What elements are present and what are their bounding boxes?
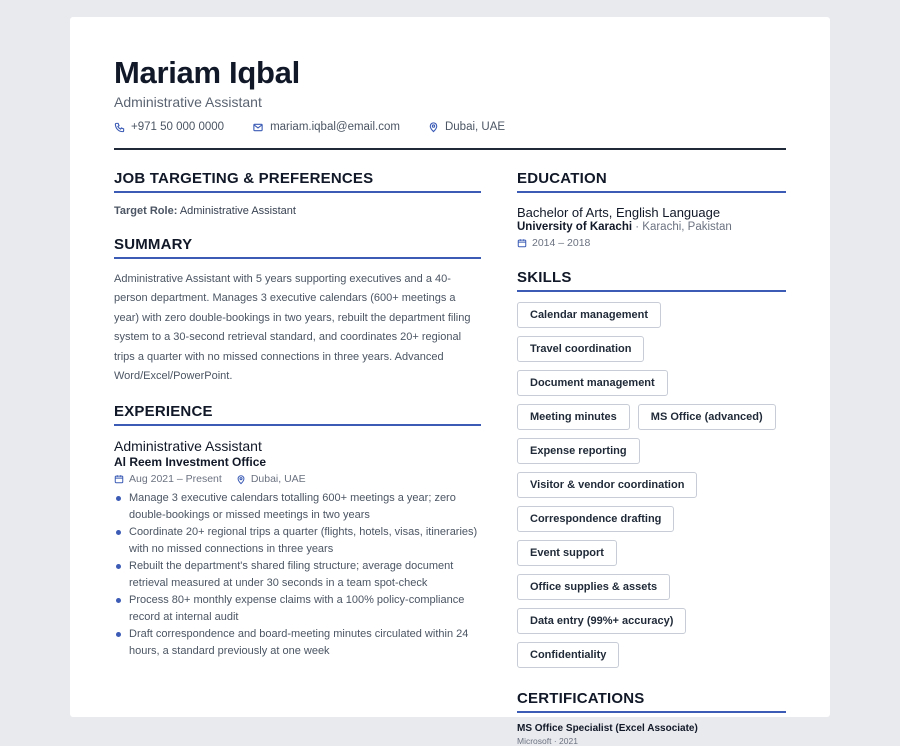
skill-tag: Event support bbox=[517, 540, 617, 566]
education-meta bbox=[517, 237, 786, 249]
contact-email[interactable] bbox=[252, 121, 400, 133]
contact-location bbox=[428, 121, 505, 133]
job-dates: Aug 2021 – Present bbox=[129, 473, 222, 486]
education-location: · Karachi, Pakistan bbox=[635, 221, 732, 233]
phone-text: +971 50 000 0000 bbox=[131, 121, 225, 133]
certification-meta: Microsoft · 2021 bbox=[517, 736, 578, 746]
skill-tag: Calendar management bbox=[517, 302, 661, 328]
calendar-icon bbox=[517, 238, 527, 248]
header-divider bbox=[114, 148, 786, 150]
left-column bbox=[114, 170, 481, 660]
job-organization: Al Reem Investment Office bbox=[114, 455, 267, 470]
mail-icon bbox=[252, 122, 264, 133]
list-item: Draft correspondence and board-meeting minutes circulated within 24 hours, a standard previously at one week bbox=[114, 626, 481, 658]
job-bullets bbox=[114, 490, 481, 658]
skills-heading: SKILLS bbox=[517, 269, 786, 292]
calendar-icon bbox=[114, 474, 124, 484]
skill-tag: MS Office (advanced) bbox=[638, 404, 776, 430]
job-entry bbox=[114, 438, 481, 658]
education-school: University of Karachi bbox=[517, 221, 633, 233]
experience-heading: EXPERIENCE bbox=[114, 403, 481, 426]
education-dates: 2014 – 2018 bbox=[532, 237, 591, 249]
list-item: Coordinate 20+ regional trips a quarter (flights, hotels, visas, itineraries) with no missed connections in three years bbox=[114, 524, 481, 556]
list-item: Process 80+ monthly expense claims with a 100% policy-compliance record at internal audit bbox=[114, 592, 481, 624]
list-item: Manage 3 executive calendars totalling 600+ meetings a year; zero double-bookings or missed meetings in two years bbox=[114, 490, 481, 522]
location-pin-icon bbox=[428, 121, 439, 133]
skill-tag: Data entry (99%+ accuracy) bbox=[517, 608, 686, 634]
summary-heading: SUMMARY bbox=[114, 236, 481, 259]
skill-tag: Travel coordination bbox=[517, 336, 644, 362]
resume-page bbox=[70, 17, 830, 746]
list-item: Rebuilt the department's shared filing structure; average document retrieval measured at under 30 seconds in a team spot-check bbox=[114, 558, 481, 590]
job-meta bbox=[114, 473, 481, 485]
location-text: Dubai, UAE bbox=[444, 121, 506, 133]
education-heading: EDUCATION bbox=[517, 170, 786, 193]
target-role-label: Target Role: bbox=[114, 205, 178, 217]
education-degree: Bachelor of Arts, English Language bbox=[517, 205, 721, 220]
job-title: Administrative Assistant bbox=[114, 438, 262, 455]
skill-tag: Confidentiality bbox=[517, 642, 619, 668]
phone-icon bbox=[114, 122, 125, 133]
summary-text: Administrative Assistant with 5 years supporting executives and a 40-person department. Manages 3 executive calendars (600+ meetings a year) with zero double-bookings in two years, rebuilt the department filing system to a 30-second retrieval standard, and coordinates 20+ regional trips a quarter with no missed connections in three years. Advanced Word/Excel/PowerPoint. bbox=[114, 273, 471, 383]
job-location: Dubai, UAE bbox=[250, 473, 306, 486]
skill-tag: Expense reporting bbox=[517, 438, 640, 464]
location-pin-icon bbox=[236, 474, 246, 485]
target-role-value: Administrative Assistant bbox=[179, 205, 296, 217]
education-school-line bbox=[517, 221, 786, 233]
skill-tag: Correspondence drafting bbox=[517, 506, 674, 532]
contact-bar bbox=[114, 121, 533, 133]
email-text: mariam.iqbal@email.com bbox=[270, 121, 400, 133]
certification-name: MS Office Specialist (Excel Associate) bbox=[517, 723, 698, 734]
candidate-title: Administrative Assistant bbox=[114, 94, 262, 110]
skill-tag: Office supplies & assets bbox=[517, 574, 670, 600]
right-column bbox=[517, 170, 786, 746]
skill-tag: Meeting minutes bbox=[517, 404, 630, 430]
contact-phone[interactable] bbox=[114, 121, 224, 133]
job-targeting-heading: JOB TARGETING & PREFERENCES bbox=[114, 170, 481, 193]
skill-tag: Visitor & vendor coordination bbox=[517, 472, 697, 498]
certifications-heading: CERTIFICATIONS bbox=[517, 690, 786, 713]
skills-list bbox=[517, 302, 786, 676]
candidate-name: Mariam Iqbal bbox=[114, 55, 300, 90]
skill-tag: Document management bbox=[517, 370, 668, 396]
target-role bbox=[114, 205, 481, 217]
